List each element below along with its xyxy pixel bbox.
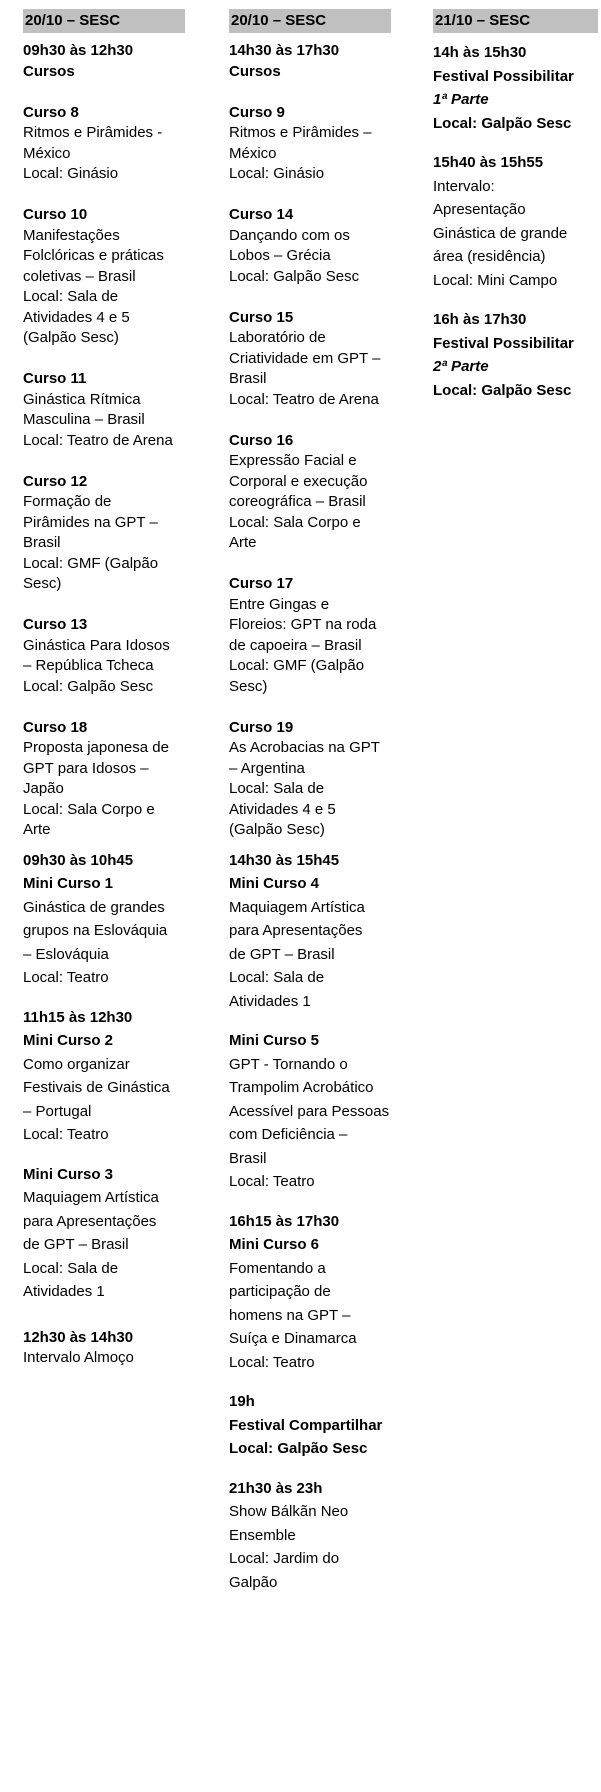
schedule-text: Local: Ginásio [23,165,119,182]
schedule-text: As Acrobacias na GPT [229,739,380,756]
schedule-text: Sesc) [23,575,62,592]
schedule-text: Local: Ginásio [229,165,325,182]
schedule-text: Local: Galpão Sesc [229,267,360,285]
schedule-text: homens na GPT – [229,1306,351,1324]
schedule-text: GPT para Idosos – [23,759,149,777]
schedule-text: Fomentando a [229,1259,326,1277]
schedule-text: Local: Sala Corpo e [23,800,155,818]
schedule-heading: Festival Possibilitar [433,334,574,352]
spacer [229,287,391,308]
column-header: 20/10 – SESC [229,9,391,33]
schedule-text: Maquiagem Artística [23,1189,159,1206]
schedule-heading: Curso 14 [229,206,294,223]
schedule-text: de GPT – Brasil [23,1236,129,1253]
schedule-text: Formação de [23,493,112,510]
schedule-block [23,1328,185,1369]
schedule-text: Local: Sala Corpo e [229,513,361,531]
schedule-text: Local: Mini Campo [433,271,558,289]
schedule-text: Festivais de Ginástica [23,1079,170,1096]
schedule-heading: Curso 17 [229,575,294,592]
spacer [229,410,391,431]
schedule-heading: Local: Galpão Sesc [433,381,572,399]
spacer [23,990,185,1006]
schedule-heading: 21h30 às 23h [229,1479,323,1497]
schedule-text: Masculina – Brasil [23,411,145,428]
schedule-text: de GPT – Brasil [229,945,335,963]
schedule-text: Ginástica de grande [433,224,568,242]
spacer [229,185,391,206]
schedule-text: Ginástica Rítmica [23,390,141,408]
schedule-text: Folclóricas e práticas [23,247,164,264]
schedule-text: Entre Gingas e [229,595,330,613]
schedule-heading: Local: Galpão Sesc [229,1440,368,1457]
schedule-text: Corporal e execução [229,472,368,490]
schedule-heading: Curso 8 [23,103,79,121]
schedule-block [229,41,391,841]
schedule-text: Local: Teatro [23,969,109,986]
schedule-text: Dançando com os [229,226,350,244]
spacer [229,554,391,575]
schedule-text: Brasil [229,370,267,387]
schedule-text: Laboratório de [229,329,326,346]
schedule-heading: 16h15 às 17h30 [229,1212,340,1230]
schedule-text: Ensemble [229,1526,296,1544]
spacer [23,185,185,206]
spacer [433,135,598,151]
schedule-text: Ritmos e Pirâmides - [23,124,163,141]
schedule-heading: Curso 15 [229,308,294,326]
spacer [23,697,185,718]
schedule-text: Local: Jardim do [229,1550,340,1567]
schedule-heading: Curso 13 [23,616,88,633]
schedule-text: Intervalo: [433,177,495,195]
schedule-text: Brasil [229,1149,267,1167]
schedule-text: coletivas – Brasil [23,267,136,285]
schedule-text: Pirâmides na GPT – [23,513,158,531]
schedule-text: Ginástica Para Idosos [23,636,170,654]
spacer [229,1013,391,1029]
spacer [23,1304,185,1320]
schedule-text: Local: Sala de [229,969,325,986]
schedule-heading: Curso 19 [229,718,294,736]
schedule-text: coreográfica – Brasil [229,493,366,510]
spacer [229,82,391,103]
schedule-text: Suíça e Dinamarca [229,1330,357,1347]
schedule-text: México [23,144,71,162]
schedule-column-day1-morning [23,9,185,1377]
spacer [23,595,185,616]
schedule-text: área (residência) [433,248,546,265]
schedule-text: – Eslováquia [23,945,109,963]
schedule-text: Local: Sala de [23,1259,119,1277]
schedule-block [23,41,185,841]
schedule-text: Lobos – Grécia [229,247,331,264]
schedule-text: Expressão Facial e [229,452,357,469]
schedule-heading: 09h30 às 12h30 [23,42,134,59]
spacer [23,82,185,103]
schedule-text: participação de [229,1283,331,1300]
schedule-column-day1-afternoon [229,9,391,1602]
schedule-heading: 19h [229,1393,255,1410]
schedule-heading: Curso 10 [23,206,88,223]
schedule-text: (Galpão Sesc) [23,329,119,346]
spacer [229,1461,391,1477]
schedule-text: Local: GMF (Galpão [23,554,159,572]
schedule-text: Brasil [23,534,61,551]
schedule-text: grupos na Eslováquia [23,922,168,939]
schedule-heading: 14h30 às 15h45 [229,851,340,869]
schedule-heading: 14h às 15h30 [433,44,527,61]
schedule-text: – República Tcheca [23,657,154,674]
spacer [23,451,185,472]
schedule-text: Sesc) [229,677,268,695]
schedule-text: Floreios: GPT na roda [229,616,377,633]
schedule-text: Local: Teatro de Arena [23,431,173,449]
schedule-heading: Cursos [229,62,281,80]
schedule-text: Trampolim Acrobático [229,1079,374,1096]
schedule-text: Local: Galpão Sesc [23,677,154,695]
schedule-text: de capoeira – Brasil [229,636,362,654]
schedule-column-day2 [433,9,598,410]
schedule-text: Japão [23,780,64,797]
schedule-text: Criatividade em GPT – [229,349,381,367]
schedule-heading: Local: Galpão Sesc [433,114,572,132]
schedule-heading: Curso 12 [23,472,88,490]
schedule-text: para Apresentações [23,1212,157,1230]
spacer [229,697,391,718]
column-header: 21/10 – SESC [433,9,598,33]
schedule-block [433,41,598,402]
schedule-heading: Mini Curso 5 [229,1032,320,1049]
schedule-heading: Festival Compartilhar [229,1416,383,1434]
schedule-text: Galpão [229,1573,278,1591]
schedule-text: – Argentina [229,759,305,777]
schedule-text: Intervalo Almoço [23,1349,134,1366]
schedule-heading: Festival Possibilitar [433,67,574,85]
schedule-heading: 12h30 às 14h30 [23,1328,134,1346]
spacer [229,1374,391,1390]
schedule-heading: 09h30 às 10h45 [23,851,134,869]
schedule-text: Ritmos e Pirâmides – [229,124,372,141]
spacer [433,292,598,308]
schedule-heading: 15h40 às 15h55 [433,154,544,171]
schedule-text: Atividades 4 e 5 [23,308,130,326]
schedule-text: Ginástica de grandes [23,898,165,916]
schedule-heading: Curso 11 [23,370,87,387]
schedule-text: Arte [23,821,51,838]
schedule-text: México [229,144,277,162]
schedule-heading: 16h às 17h30 [433,311,527,328]
schedule-text: Local: Teatro [229,1353,315,1371]
spacer [23,1147,185,1163]
schedule-text: Maquiagem Artística [229,898,365,916]
schedule-heading: Mini Curso 6 [229,1236,320,1253]
schedule-text: Local: Sala de [23,288,119,305]
schedule-heading: Curso 18 [23,718,88,736]
schedule-text: Apresentação [433,201,526,218]
schedule-heading: Mini Curso 1 [23,875,114,892]
schedule-heading: Mini Curso 4 [229,875,320,892]
spacer [23,349,185,370]
schedule-block [229,849,391,1595]
schedule-text: – Portugal [23,1102,92,1120]
schedule-text: Local: Sala de [229,780,325,797]
schedule-text: com Deficiência – [229,1126,348,1143]
schedule-heading: 2ª Parte [433,358,489,375]
schedule-text: Manifestações [23,226,120,244]
schedule-text: Local: GMF (Galpão [229,657,365,674]
schedule-heading: 1ª Parte [433,91,489,108]
schedule-text: Atividades 4 e 5 [229,800,336,818]
schedule-text: Local: Teatro de Arena [229,390,379,408]
schedule-heading: 11h15 às 12h30 [23,1008,133,1026]
schedule-text: Atividades 1 [229,992,311,1010]
schedule-text: Show Bálkãn Neo [229,1503,349,1520]
schedule-heading: Mini Curso 2 [23,1032,114,1049]
schedule-heading: Curso 16 [229,431,294,449]
schedule-text: Local: Teatro [23,1126,109,1143]
schedule-text: (Galpão Sesc) [229,821,325,838]
schedule-text: Proposta japonesa de [23,739,169,756]
column-header: 20/10 – SESC [23,9,185,33]
spacer [229,1194,391,1210]
schedule-heading: Mini Curso 3 [23,1165,114,1183]
schedule-text: Como organizar [23,1055,130,1073]
schedule-text: para Apresentações [229,922,363,939]
schedule-text: Acessível para Pessoas [229,1102,390,1120]
schedule-heading: 14h30 às 17h30 [229,42,340,59]
schedule-heading: Cursos [23,62,75,80]
schedule-text: Arte [229,534,257,551]
schedule-block [23,849,185,1320]
schedule-text: Atividades 1 [23,1283,105,1300]
schedule-text: GPT - Tornando o [229,1055,348,1073]
schedule-heading: Curso 9 [229,103,285,121]
schedule-text: Local: Teatro [229,1173,315,1190]
